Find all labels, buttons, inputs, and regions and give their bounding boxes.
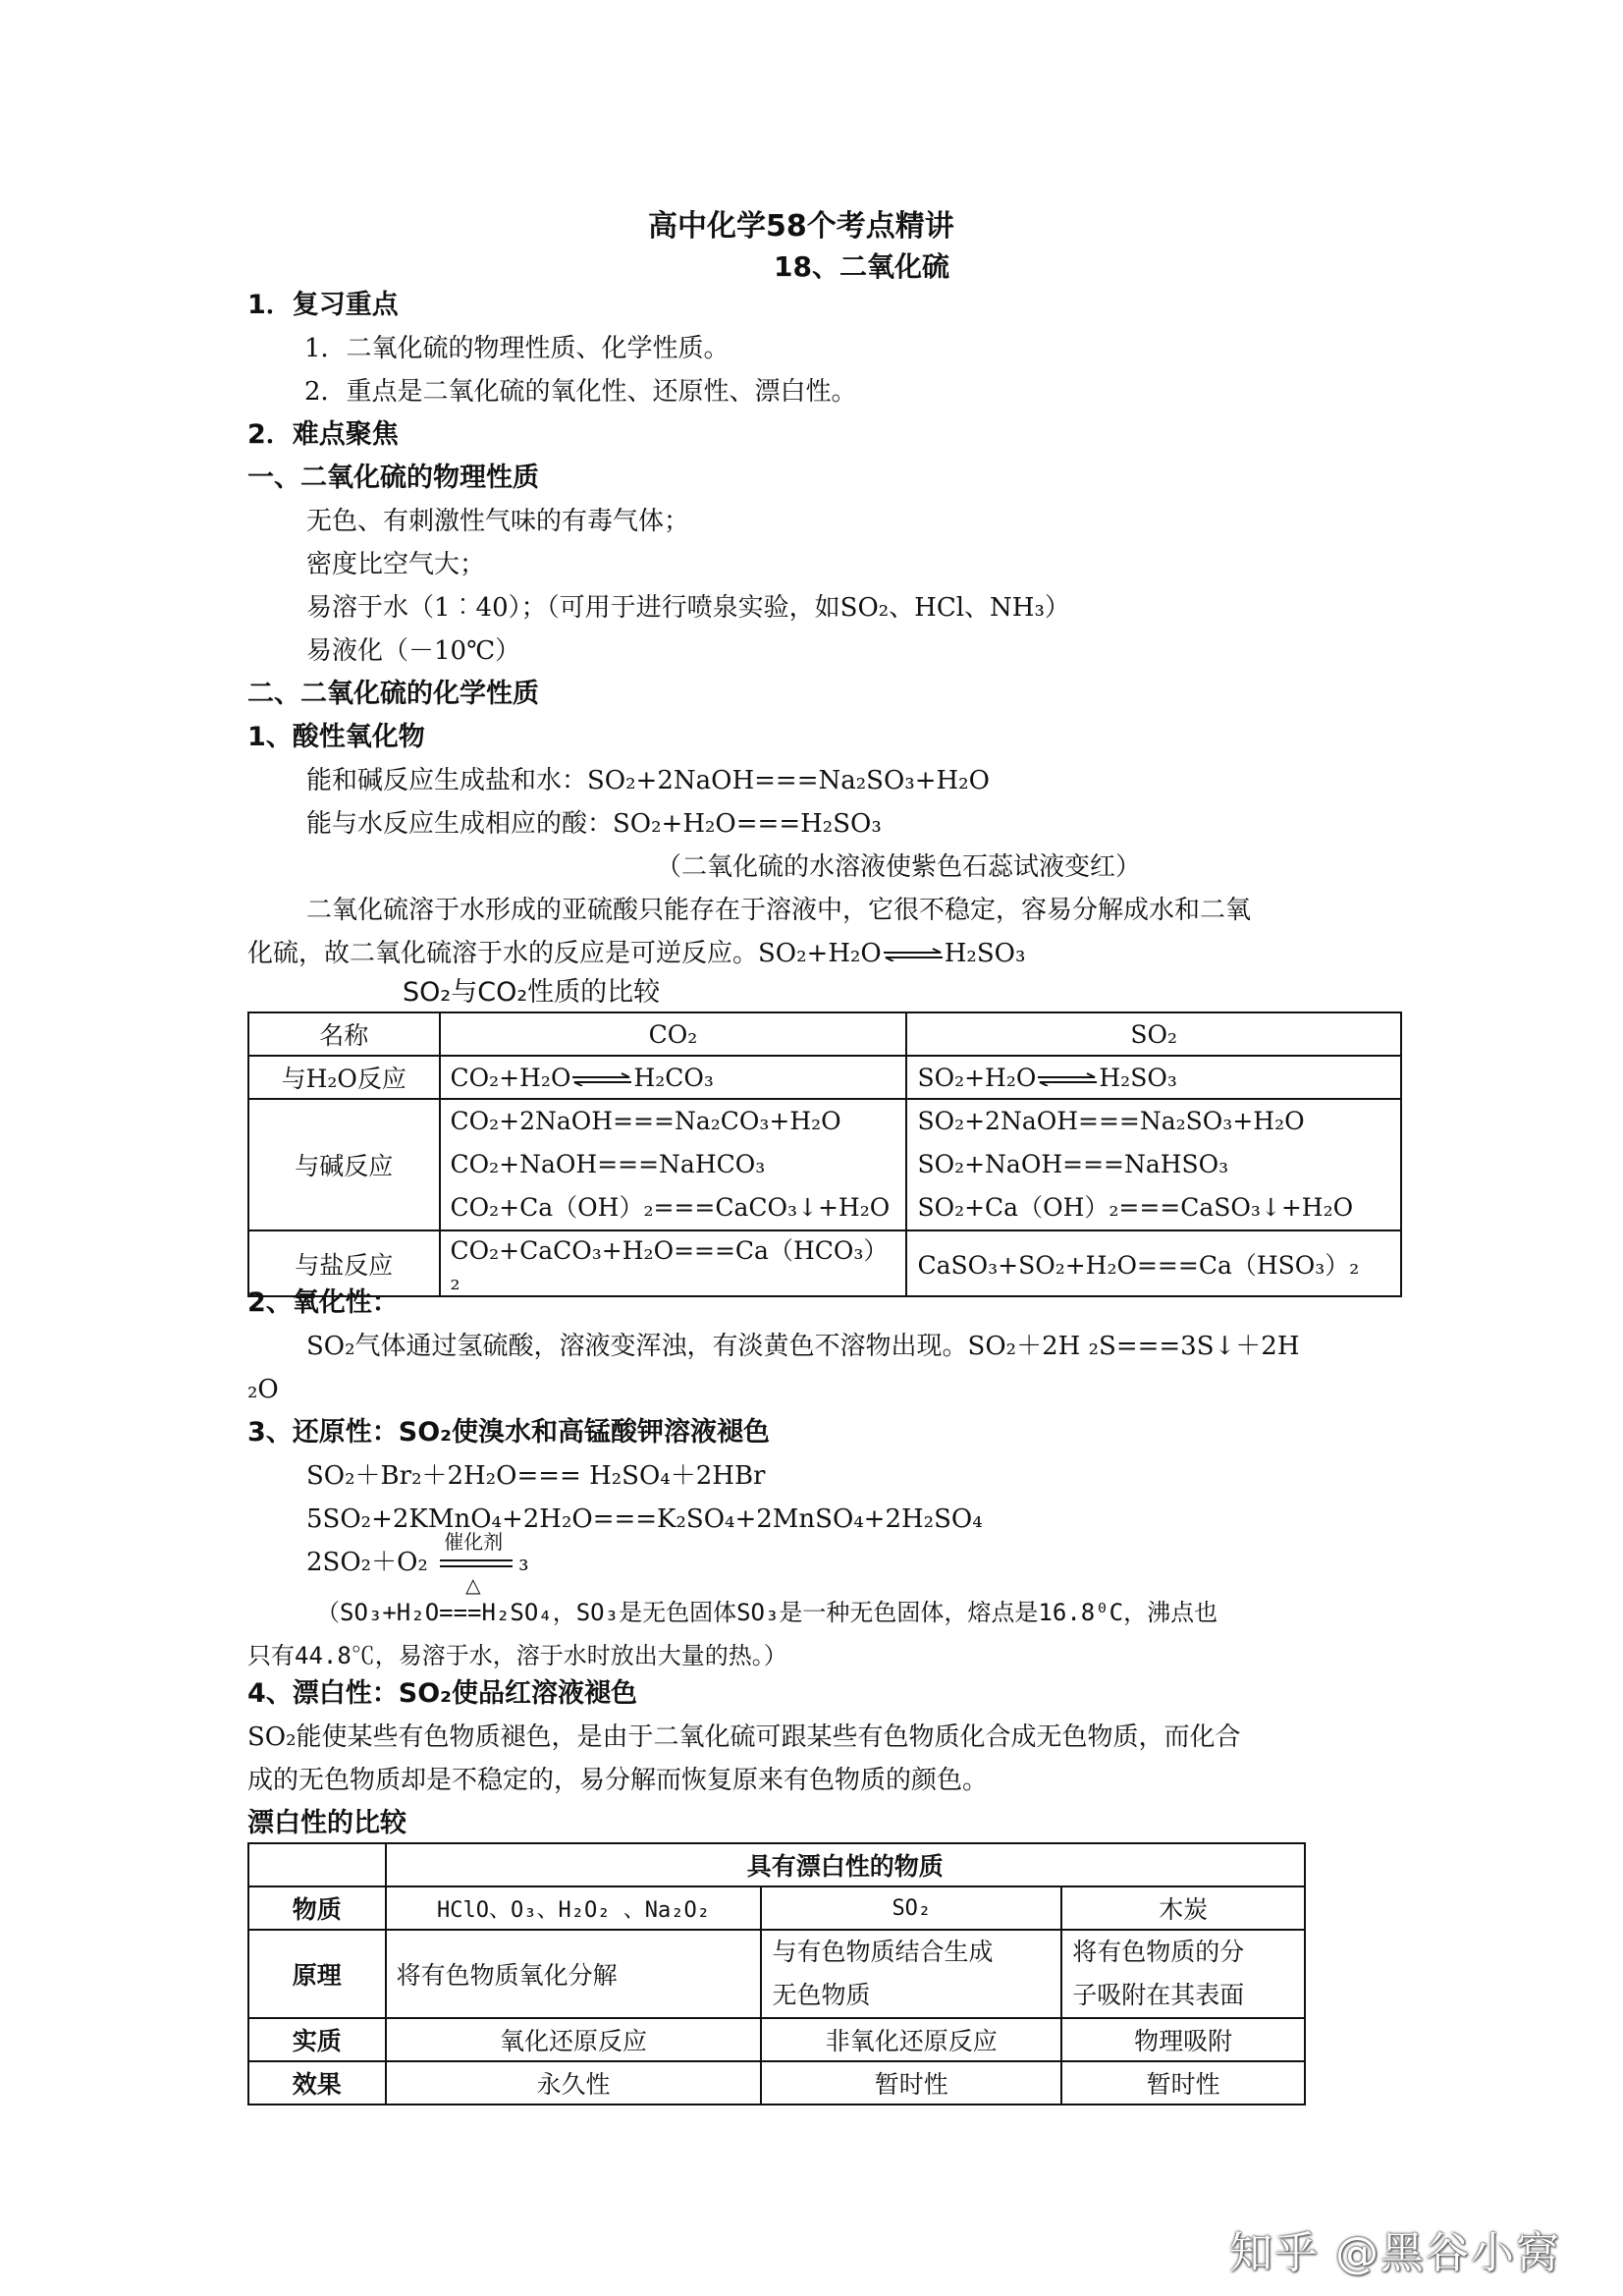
co2-water-product: H₂CO₃ <box>633 1063 714 1092</box>
so2-base-eq-1: SO₂+2NaOH===Na₂SO₃+H₂O <box>917 1107 1305 1135</box>
so2-water-reactants: SO₂+H₂O <box>917 1063 1037 1092</box>
reversible-arrow-icon <box>438 1557 516 1570</box>
oxidizing-heading: 2、氧化性： <box>247 1287 399 1318</box>
bleaching-paragraph-1: SO₂能使某些有色物质褪色，是由于二氧化硫可跟某些有色物质化合成无色物质，而化合 <box>247 1722 1241 1752</box>
table2-effect-label: 效果 <box>248 2061 386 2105</box>
acid-line-1: 能和碱反应生成盐和水：SO₂+2NaOH===Na₂SO₃+H₂O <box>306 766 990 795</box>
table1-row-salt <box>248 1230 1401 1296</box>
co2-base-eq-2: CO₂+NaOH===NaHCO₃ <box>450 1150 766 1178</box>
table2-substance-b: SO₂ <box>761 1886 1061 1930</box>
reducing-eq-3-right: ₃ <box>518 1548 529 1577</box>
table2-principle-a: 将有色物质氧化分解 <box>386 1930 762 2018</box>
reducing-eq-3 <box>306 1530 529 1597</box>
table2-row-effect <box>248 2061 1305 2105</box>
so2-base-eq-3: SO₂+Ca（OH）₂===CaSO₃↓+H₂O <box>917 1193 1354 1222</box>
review-item-2: 2．重点是二氧化硫的氧化性、还原性、漂白性。 <box>304 377 857 407</box>
table1-row-salt-so2: CaSO₃+SO₂+H₂O===Ca（HSO₃）₂ <box>906 1230 1401 1296</box>
zhihu-watermark: 知乎 @黑谷小窝 <box>1229 2228 1561 2278</box>
table1-header-co2: CO₂ <box>440 1012 907 1056</box>
reversible-arrow-icon <box>570 1072 633 1086</box>
table2-principle-b <box>761 1930 1061 2018</box>
bleaching-heading: 4、漂白性：SO₂使品红溶液褪色 <box>247 1678 638 1709</box>
table1-row-water-co2 <box>440 1056 907 1099</box>
co2-base-eq-3: CO₂+Ca（OH）₂===CaCO₃↓+H₂O <box>450 1193 891 1222</box>
co2-base-eq-1: CO₂+2NaOH===Na₂CO₃+H₂O <box>450 1107 841 1135</box>
table2-principle-b-line-1: 与有色物质结合生成 <box>772 1938 994 1966</box>
reducing-eq-3-left: 2SO₂＋O₂ <box>306 1548 428 1577</box>
physical-line-3: 易溶于水（1︰40）；（可用于进行喷泉实验，如SO₂、HCl、NH₃） <box>306 593 1070 623</box>
acidic-oxide-heading: 1、酸性氧化物 <box>247 722 425 752</box>
table1-header-row <box>248 1012 1401 1056</box>
acid-paragraph-2-left: 化硫，故二氧化硫溶于水的反应是可逆反应。SO₂+H₂O <box>247 939 882 968</box>
table2-caption: 漂白性的比较 <box>247 1808 406 1838</box>
table2-row-principle <box>248 1930 1305 2018</box>
table2-essence-a: 氧化还原反应 <box>386 2018 762 2061</box>
table2-group-header: 具有漂白性的物质 <box>386 1843 1305 1886</box>
table2-principle-c <box>1061 1930 1305 2018</box>
table1-row-salt-co2: CO₂+CaCO₃+H₂O===Ca（HCO₃）₂ <box>440 1230 907 1296</box>
table2-principle-c-line-1: 将有色物质的分 <box>1072 1938 1245 1966</box>
acid-line-3: （二氧化硫的水溶液使紫色石蕊试液变红） <box>656 852 1142 882</box>
physical-heading: 一、二氧化硫的物理性质 <box>247 463 539 493</box>
reversible-arrow-icon <box>1036 1072 1099 1086</box>
reducing-eq-1: SO₂＋Br₂＋2H₂O=== H₂SO₄＋2HBr <box>306 1461 766 1491</box>
so2-co2-comparison-table <box>247 1011 1402 1297</box>
table1-row-base-co2 <box>440 1099 907 1230</box>
review-heading: 1．复习重点 <box>247 290 399 320</box>
table2-principle-label: 原理 <box>248 1930 386 2018</box>
bleaching-paragraph-2: 成的无色物质却是不稳定的，易分解而恢复原来有色物质的颜色。 <box>247 1766 989 1795</box>
reducing-eq-2: 5SO₂+2KMnO₄+2H₂O===K₂SO₄+2MnSO₄+2H₂SO₄ <box>306 1504 983 1534</box>
heat-symbol: △ <box>465 1573 481 1597</box>
table2-effect-a: 永久性 <box>386 2061 762 2105</box>
table1-row-water-so2 <box>906 1056 1401 1099</box>
table2-header-row <box>248 1843 1305 1886</box>
physical-line-1: 无色、有刺激性气味的有毒气体； <box>306 507 690 536</box>
so2-water-product: H₂SO₃ <box>1099 1063 1177 1092</box>
catalyst-condition <box>438 1530 516 1597</box>
oxidizing-line-2: ₂O <box>247 1375 279 1404</box>
page-title: 高中化学58个考点精讲 <box>648 209 954 244</box>
reducing-heading: 3、还原性：SO₂使溴水和高锰酸钾溶液褪色 <box>247 1417 771 1448</box>
table1-header-name: 名称 <box>248 1012 440 1056</box>
physical-line-2: 密度比空气大； <box>306 550 486 579</box>
bleaching-comparison-table <box>247 1842 1306 2105</box>
so3-note-line-1: （SO₃+H₂O===H₂SO₄，SO₃是无色固体SO₃是一种无色固体，熔点是16.8⁰C，沸点也 <box>316 1599 1218 1626</box>
table2-substance-c: 木炭 <box>1061 1886 1305 1930</box>
table2-substance-label: 物质 <box>248 1886 386 1930</box>
table1-row-water-label: 与H₂O反应 <box>248 1056 440 1099</box>
table1-header-so2: SO₂ <box>906 1012 1401 1056</box>
co2-water-reactants: CO₂+H₂O <box>450 1063 571 1092</box>
table1-caption: SO₂与CO₂性质的比较 <box>403 977 661 1008</box>
chemical-heading: 二、二氧化硫的化学性质 <box>247 679 539 709</box>
table2-row-essence <box>248 2018 1305 2061</box>
table2-substance-a: HClO、O₃、H₂O₂ 、Na₂O₂ <box>386 1886 762 1930</box>
so2-base-eq-2: SO₂+NaOH===NaHSO₃ <box>917 1150 1229 1178</box>
acid-paragraph-2 <box>247 939 1025 968</box>
oxidizing-line-1: SO₂气体通过氢硫酸，溶液变浑浊，有淡黄色不溶物出现。SO₂＋2H ₂S===3S↓＋2H <box>306 1332 1300 1361</box>
table2-essence-label: 实质 <box>248 2018 386 2061</box>
physical-line-4: 易液化（－10℃） <box>306 636 521 666</box>
acid-paragraph-2-right: H₂SO₃ <box>944 939 1026 968</box>
table1-row-water <box>248 1056 1401 1099</box>
so3-note-line-2: 只有44.8℃，易溶于水，溶于水时放出大量的热。） <box>247 1642 787 1669</box>
review-item-1: 1．二氧化硫的物理性质、化学性质。 <box>304 334 730 363</box>
table2-effect-c: 暂时性 <box>1061 2061 1305 2105</box>
table2-essence-b: 非氧化还原反应 <box>761 2018 1061 2061</box>
table2-header-empty <box>248 1843 386 1886</box>
reversible-arrow-icon <box>882 948 945 961</box>
acid-line-2: 能与水反应生成相应的酸：SO₂+H₂O===H₂SO₃ <box>306 809 882 839</box>
catalyst-label: 催化剂 <box>444 1530 504 1554</box>
table1-row-salt-label: 与盐反应 <box>248 1230 440 1296</box>
table2-row-substance <box>248 1886 1305 1930</box>
table2-effect-b: 暂时性 <box>761 2061 1061 2105</box>
table1-row-base-label: 与碱反应 <box>248 1099 440 1230</box>
table2-principle-c-line-2: 子吸附在其表面 <box>1072 1981 1245 2009</box>
table1-row-base <box>248 1099 1401 1230</box>
table2-principle-b-line-2: 无色物质 <box>772 1981 871 2009</box>
acid-paragraph-1: 二氧化硫溶于水形成的亚硫酸只能存在于溶液中，它很不稳定，容易分解成水和二氧 <box>306 896 1252 925</box>
page-subtitle: 18、二氧化硫 <box>774 250 949 283</box>
table1-row-base-so2 <box>906 1099 1401 1230</box>
table2-essence-c: 物理吸附 <box>1061 2018 1305 2061</box>
difficulty-heading: 2．难点聚焦 <box>247 419 399 450</box>
